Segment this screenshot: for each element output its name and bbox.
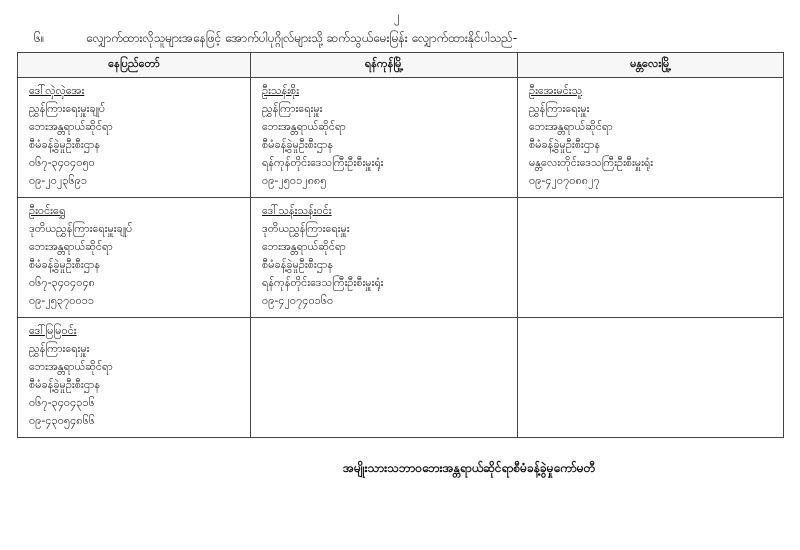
contact-phone: ၀၆၇-၃၄၀၄၀၄၈ (29, 276, 95, 289)
contact-name: ဦးဝင်းရွှေ (29, 204, 66, 217)
contact-title: ဒုတိယညွှန်ကြားရေးမှူး (262, 222, 350, 235)
contact-phone: ၀၆၇-၃၄၀၄၀၅၀ (29, 156, 95, 169)
contacts-table (17, 52, 784, 438)
contact-department-sub: စီမံခန့်ခွဲမှုဦးစီးဌာန (29, 378, 101, 391)
contact-cell (18, 198, 251, 318)
contact-title: ညွှန်ကြားရေးမှူး (529, 102, 590, 115)
contact-department: ဘေးအန္တရာယ်ဆိုင်ရာ (262, 120, 346, 133)
signature-committee: အမျိုးသားသဘာဝဘေးအန္တရာယ်ဆိုင်ရာစီမံခန့်ခွဲမှုကော်မတီ (343, 461, 596, 475)
empty-cell (518, 318, 784, 438)
table-row (18, 198, 784, 318)
section-heading-text: လျှောက်ထားလိုသူများအနေဖြင့် အောက်ပါပုဂ္ဂိုလ်များသို့ ဆက်သွယ်မေးမြန်း လျှောက်ထားနိုင်ပါသည်- (86, 31, 518, 45)
contact-department: ဘေးအန္တရာယ်ဆိုင်ရာ (29, 120, 113, 133)
contact-cell (18, 318, 251, 438)
contact-department: ဘေးအန္တရာယ်ဆိုင်ရာ (529, 120, 613, 133)
contact-department: ဘေးအန္တရာယ်ဆိုင်ရာ (29, 360, 113, 373)
contact-mobile: ၀၉-၂၅၃၇၀၀၁၁ (29, 294, 95, 307)
contact-department-sub: စီမံခန့်ခွဲမှုဦးစီးဌာန (529, 138, 601, 151)
contact-cell (518, 78, 784, 198)
contact-title: ညွှန်ကြားရေးမှူးချုပ် (29, 102, 106, 115)
contact-name: ဒေါ်လှဲလှဲအေး (29, 84, 85, 97)
contact-office: ရန်ကုန်တိုင်းဒေသကြီးဦးစီးမှူးရုံး (262, 276, 384, 289)
contact-cell (251, 78, 518, 198)
contact-mobile: ၀၉-၂၅၀၁၂၈၈၅ (262, 174, 327, 187)
contact-mobile: ၀၉-၂၀၂၃၆၉၁ (29, 174, 88, 187)
contact-cell (18, 78, 251, 198)
contact-title: ဒုတိယညွှန်ကြားရေးမှူးချုပ် (29, 222, 133, 235)
contact-department-sub: စီမံခန့်ခွဲမှုဦးစီးဌာန (29, 258, 101, 271)
table-header-row (18, 53, 784, 78)
section-number: ၆။ (34, 31, 45, 45)
section-heading (34, 30, 517, 48)
contact-department-sub: စီမံခန့်ခွဲမှုဦးစီးဌာန (262, 258, 334, 271)
contact-name: ဒေါ်သန်းသန်းဝင်း (262, 204, 332, 217)
table-row (18, 78, 784, 198)
contact-department-sub: စီမံခန့်ခွဲမှုဦးစီးဌာန (29, 138, 101, 151)
contact-title: ညွှန်ကြားရေးမှူး (29, 342, 90, 355)
contact-mobile: ၀၉-၄၂၀၇၀၈၈၂၇ (529, 174, 600, 187)
contact-office: မန္တလေးတိုင်းဒေသကြီးဦးစီးမှူးရုံး (529, 156, 654, 169)
page-number: ၂ (394, 9, 400, 23)
column-header-yangon: ရန်ကုန်မြို့ (251, 53, 518, 78)
contact-office: ရန်ကုန်တိုင်းဒေသကြီးဦးစီးမှူးရုံး (262, 156, 384, 169)
contact-name: ဦးသန်းစိုး (262, 84, 299, 97)
contact-name: ဦးအေးမင်းသူ (529, 84, 583, 97)
contact-department: ဘေးအန္တရာယ်ဆိုင်ရာ (29, 240, 113, 253)
table-row (18, 318, 784, 438)
contact-mobile: ၀၉-၄၃၀၅၄၈၆၆ (29, 414, 95, 427)
contact-cell (251, 198, 518, 318)
contact-phone: ၀၆၇-၃၄၀၄၃၁၆ (29, 396, 95, 409)
empty-cell (518, 198, 784, 318)
empty-cell (251, 318, 518, 438)
contact-department-sub: စီမံခန့်ခွဲမှုဦးစီးဌာန (262, 138, 334, 151)
contact-title: ညွှန်ကြားရေးမှူး (262, 102, 323, 115)
column-header-naypyitaw: နေပြည်တော် (18, 53, 251, 78)
table-body (18, 78, 784, 438)
contact-mobile: ၀၉-၄၂၀၇၄၀၁၆၀ (262, 294, 334, 307)
contact-department: ဘေးအန္တရာယ်ဆိုင်ရာ (262, 240, 346, 253)
column-header-mandalay: မန္တလေးမြို့ (518, 53, 784, 78)
contact-name: ဒေါ်မြမြဝင်း (29, 324, 77, 337)
